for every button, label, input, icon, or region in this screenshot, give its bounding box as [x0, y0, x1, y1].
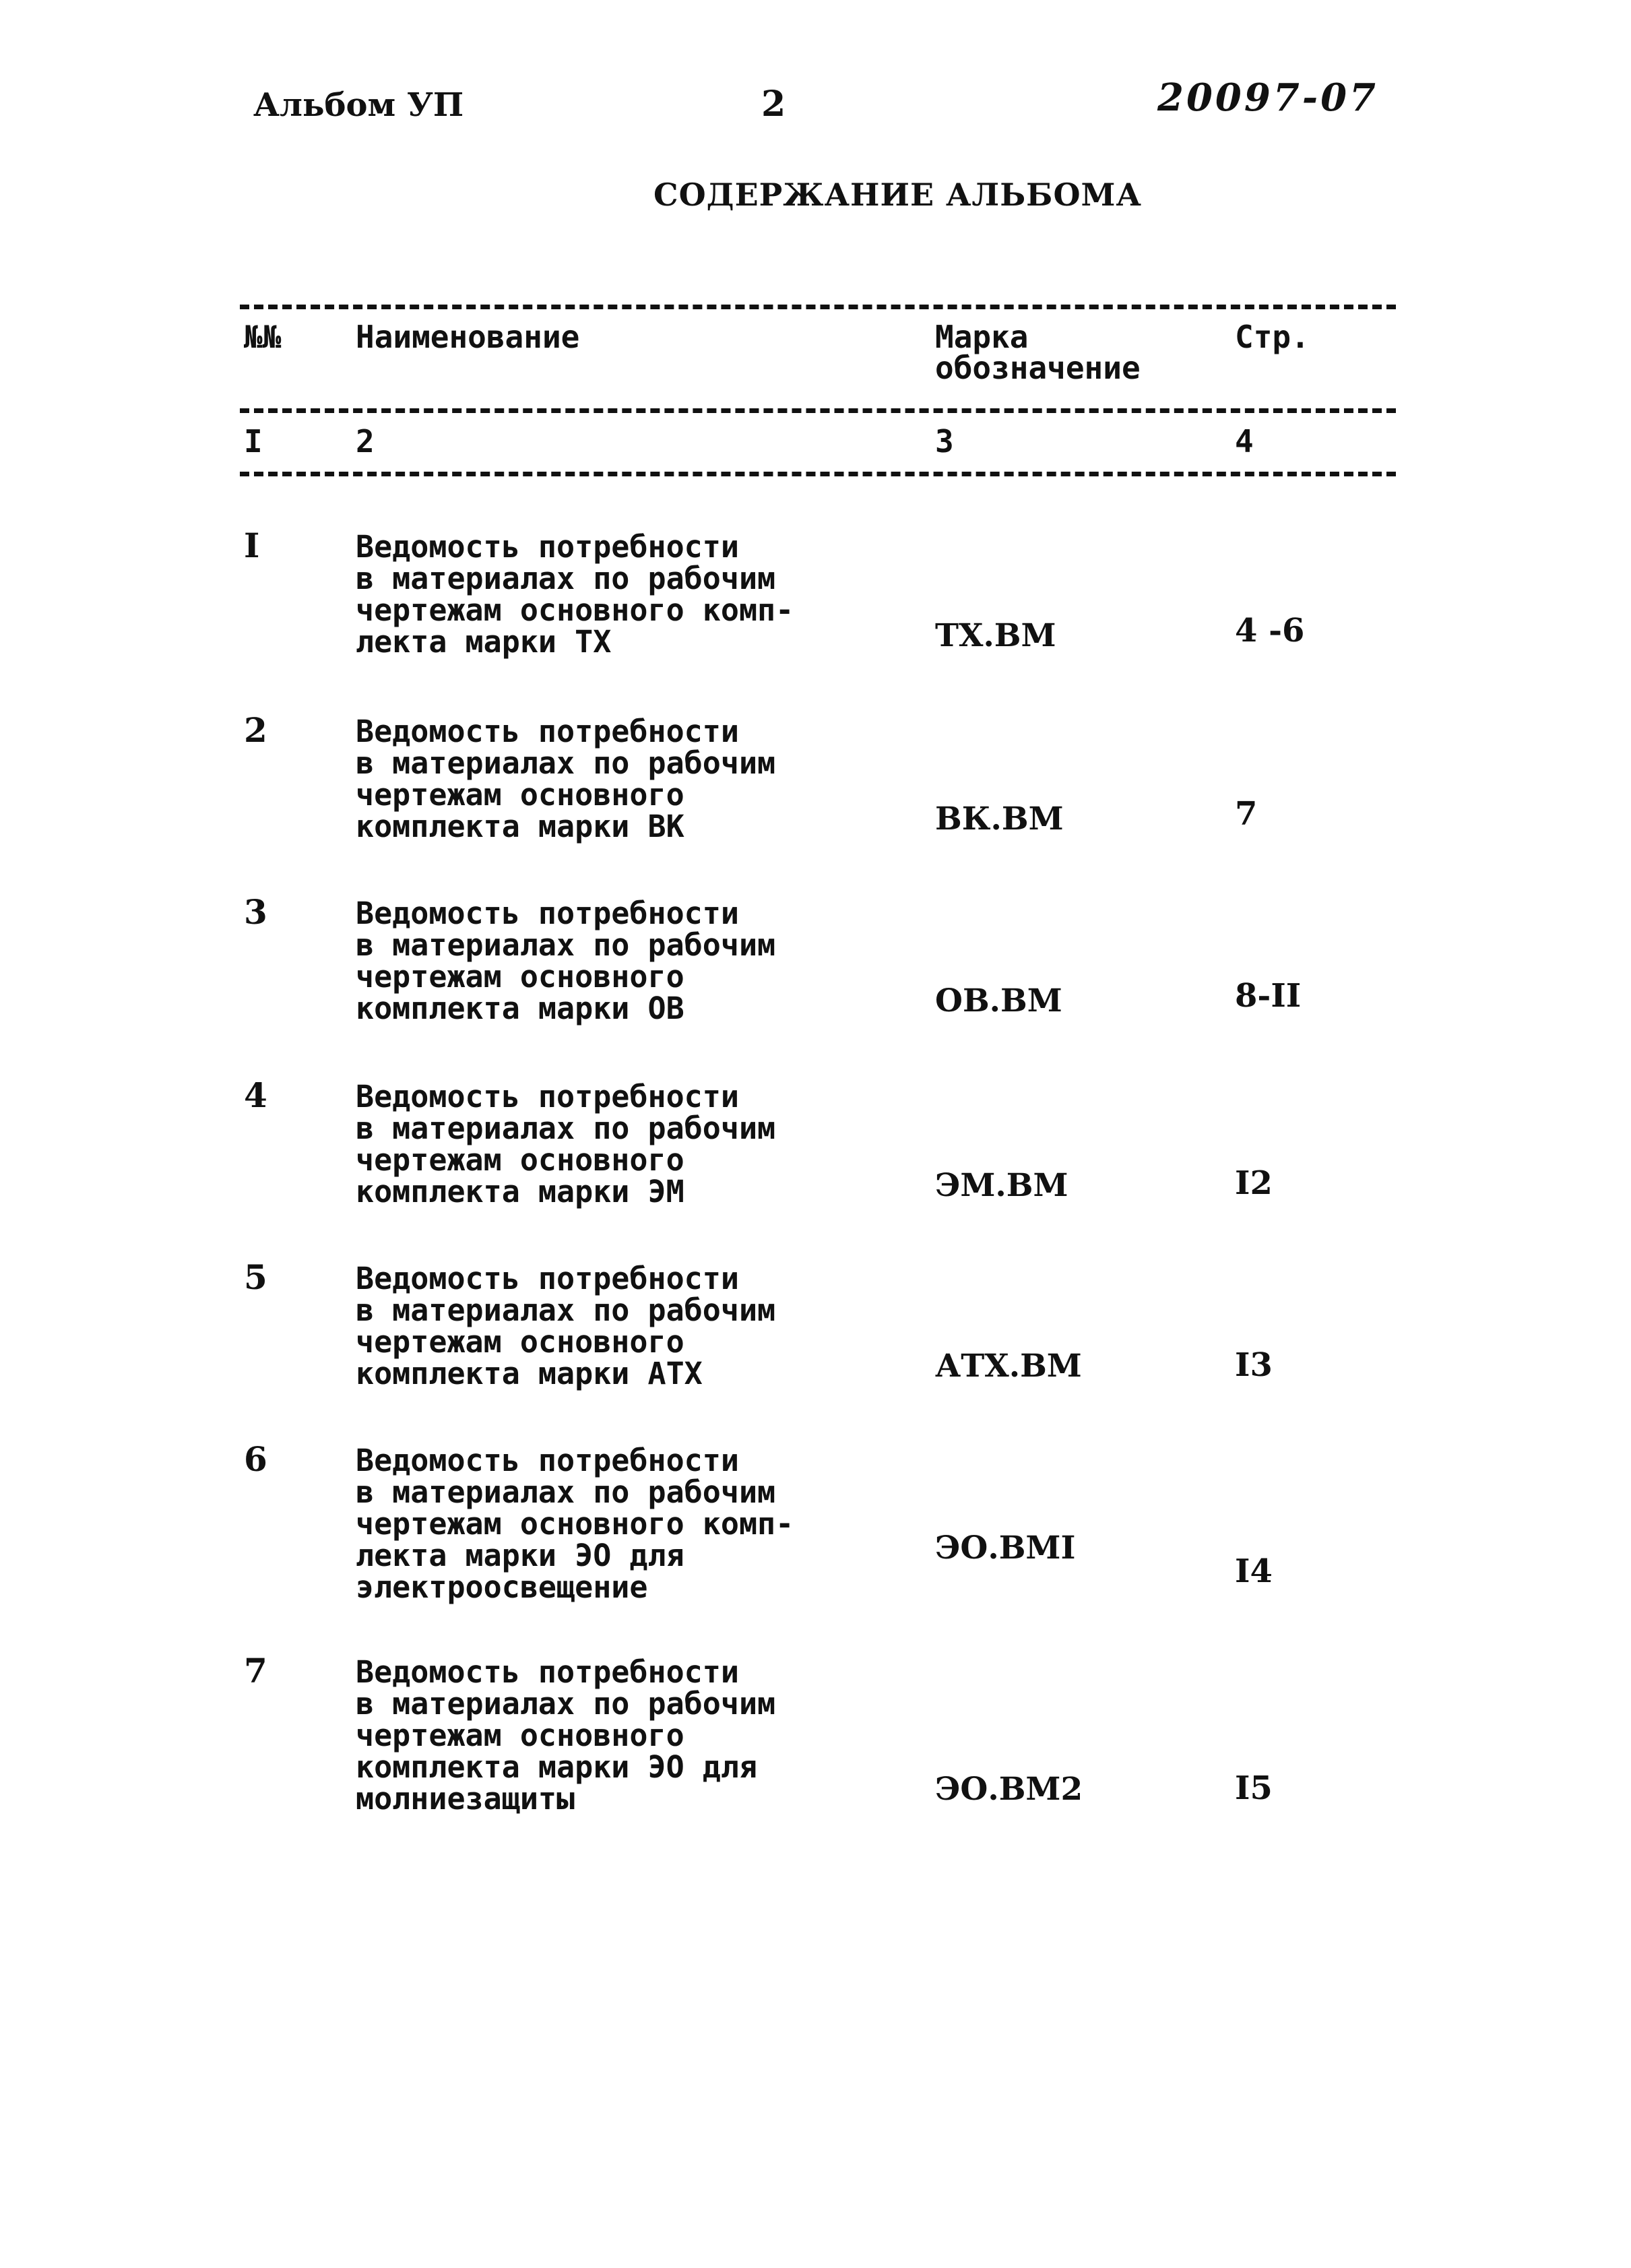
row-number: I — [244, 526, 260, 565]
row-mark: АТХ.ВМ — [935, 1348, 1082, 1385]
row-mark: ВК.ВМ — [935, 800, 1064, 838]
row-mark: ЭО.ВМI — [935, 1530, 1076, 1567]
page-title: СОДЕРЖАНИЕ АЛЬБОМА — [653, 177, 1142, 213]
row-page: I4 — [1235, 1552, 1273, 1590]
row-number: 2 — [244, 710, 267, 750]
column-header-mark-sub: обозначение — [935, 350, 1141, 386]
row-number: 5 — [244, 1257, 267, 1297]
row-mark: ТХ.ВМ — [935, 617, 1056, 654]
row-name: Ведомость потребности в материалах по рабочим чертежам основного комплекта марки ВК — [356, 714, 776, 844]
row-name: Ведомость потребности в материалах по рабочим чертежам основного комплекта марки ОВ — [356, 895, 776, 1026]
document-code: 20097-07 — [1157, 75, 1378, 120]
row-page: 4 -6 — [1235, 612, 1305, 650]
page-number: 2 — [761, 84, 786, 125]
column-number-3: 3 — [935, 423, 954, 460]
row-number: 3 — [244, 892, 267, 932]
row-mark: ЭО.ВМ2 — [935, 1771, 1083, 1808]
column-number-2: 2 — [356, 423, 375, 460]
row-page: I2 — [1235, 1164, 1273, 1202]
table-top-rule — [240, 305, 1396, 309]
row-number: 4 — [244, 1075, 267, 1115]
column-header-mark: Марка — [935, 319, 1029, 355]
row-mark: ОВ.ВМ — [935, 982, 1062, 1019]
row-number: 6 — [244, 1439, 267, 1479]
column-number-4: 4 — [1235, 423, 1254, 460]
row-name: Ведомость потребности в материалах по рабочим чертежам основного комплекта марки ЭМ — [356, 1079, 776, 1209]
row-name: Ведомость потребности в материалах по рабочим чертежам основного комп- лекта марки ЭО для электроосвещение — [356, 1443, 794, 1605]
table-header-rule — [240, 408, 1396, 413]
row-page: I5 — [1235, 1769, 1273, 1807]
column-header-page: Стр. — [1235, 319, 1310, 355]
row-page: I3 — [1235, 1346, 1273, 1384]
column-number-1: I — [244, 423, 263, 460]
column-header-no: №№ — [244, 319, 282, 355]
row-page: 8-II — [1235, 977, 1302, 1015]
album-label: Альбом УП — [253, 86, 464, 124]
row-name: Ведомость потребности в материалах по рабочим чертежам основного комплекта марки АТХ — [356, 1261, 776, 1391]
column-header-name: Наименование — [356, 319, 580, 355]
row-name: Ведомость потребности в материалах по рабочим чертежам основного комплекта марки ЭО для молниезащиты — [356, 1654, 776, 1817]
row-page: 7 — [1235, 795, 1258, 833]
row-name: Ведомость потребности в материалах по рабочим чертежам основного комп- лекта марки ТХ — [356, 529, 794, 660]
table-numbers-rule — [240, 472, 1396, 476]
row-number: 7 — [244, 1651, 267, 1691]
row-mark: ЭМ.ВМ — [935, 1167, 1068, 1204]
